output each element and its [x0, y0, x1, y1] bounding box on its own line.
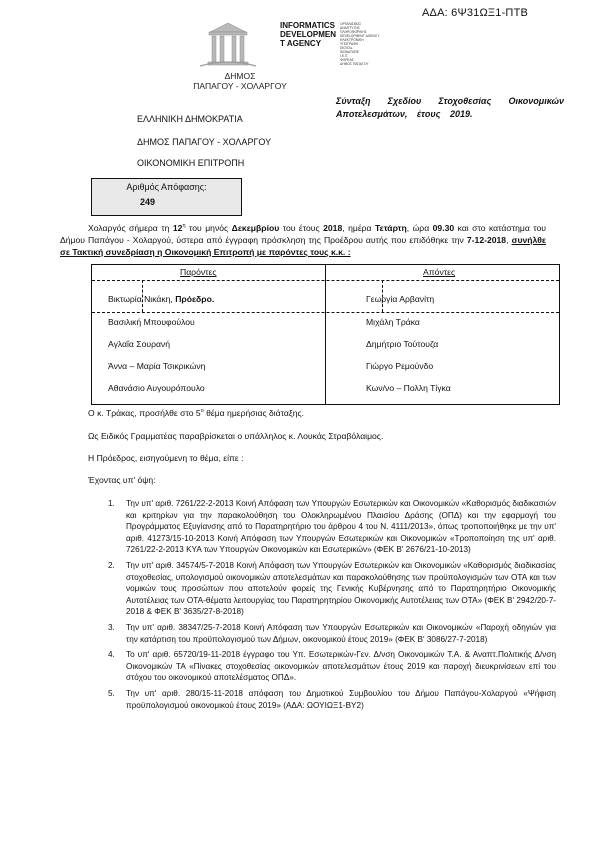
- municipality-name: ΔΗΜΟΣ ΠΑΠΑΓΟΥ - ΧΟΛΑΡΓΟΥ: [193, 71, 287, 91]
- absent-member: Γιώργο Ρεμούνδο: [366, 361, 434, 371]
- decision-number-box: [91, 178, 242, 216]
- present-member: Βικτωρία Νικάκη, Πρόεδρο.: [108, 294, 215, 304]
- decision-label: Αριθμός Απόφασης:: [126, 182, 207, 192]
- arrival-note: Ο κ. Τράκας, προσήλθε στο $5^o$ θέμα ημερήσιας διάταξης.: [88, 408, 305, 418]
- present-member: Αγλαΐα Σουρανή: [108, 339, 170, 349]
- list-item: 3. Την υπ' αριθ. 38347/25-7-2018 Κοινή Απόφαση των Υπουργών Εσωτερικών και Οικονομικών «Παροχή οδηγιών για την κατάρτιση του προϋπολογισμού των Δήμων, οικονομικού έτους 2019» (ΦΕΚ Β' 3086/27-7-2018): [108, 622, 556, 644]
- list-item: 5. Την υπ' αριθ. 280/15-11-2018 απόφαση του Δημοτικού Συμβουλίου του Δήμου Παπάγου-Χολαργού «Ψήφιση προϋπολογισμού οικονομικού έτους 2019» (ΑΔΑ: ΩΟΥΙΩΞ1-ΒΥ2): [108, 688, 556, 710]
- list-item: 4. Το υπ' αριθ. 65720/19-11-2018 έγγραφο του Υπ. Εσωτερικών-Γεν. Δ/νση Οικονομικών Τ.Α. & Αναπτ.Πολιτικής Δ/νση Οικονομικών ΤΑ «Πίνακες στοχοθεσίας οικονομικών αποτελεσμάτων έτους 2019 και παροχή διευκρινίσεων επί του στόχου του οικονομικού αποτελέσματος ΟΠΔ».: [108, 650, 556, 683]
- absent-member: Γεωργία Αρβανίτη: [366, 294, 435, 304]
- list-item: 1. Την υπ' αριθ. 7261/22-2-2013 Κοινή Απόφαση των Υπουργών Εσωτερικών και Οικονομικών «Καθορισμός διαδικασιών και κριτηρίων για την παρακολούθηση του Ολοκληρωμένου Πλαισίου Δράσης (ΟΠΔ) και την εφαρμογή του Προγράμματος Εξυγίανσης από το Παρατηρητήριο του άρθρου 4 του Ν. 4111/2013», όπως τροποποιήθηκε με την υπ' αριθ. 41273/15-10-2013 Κοινή Απόφαση των Υπουργών Εσωτερικών και Οικονομικών «Τροποποίηση της υπ' αριθ. 7261/22-2-2013 ΚΥΑ των Υπουργών Οικονομικών και Εσωτερικών» (ΦΕΚ Β' 2676/21-10-2013): [108, 499, 556, 555]
- chair-intro: Η Πρόεδρος, εισηγούμενη το θέμα, είπε :: [88, 453, 244, 463]
- considerations-list: [108, 498, 556, 715]
- present-member: Αθανάσιο Αυγουρόπουλο: [108, 383, 205, 393]
- header-municipality: ΔΗΜΟΣ ΠΑΠΑΓΟΥ - ΧΟΛΑΡΓΟΥ: [137, 137, 272, 147]
- present-member: Άννα – Μαρία Τσικρικώνη: [108, 361, 206, 371]
- municipality-logo: [176, 18, 380, 96]
- present-header: Παρόντες: [180, 267, 217, 277]
- decision-number: 249: [140, 197, 156, 207]
- considering-label: Έχοντας υπ' όψη:: [88, 475, 156, 485]
- absent-member: Μιχάλη Τράκα: [366, 317, 420, 327]
- ada-code: ΑΔΑ: 6Ψ31ΩΞ1-ΠΤΒ: [422, 7, 529, 19]
- absent-member: Δημήτριο Τούτουζα: [366, 339, 439, 349]
- document-subject: Σύνταξη Σχεδίου Στοχοθεσίας Οικονομικών Αποτελεσμάτων, έτους 2019.: [336, 96, 564, 119]
- present-member: Βασιλική Μπουφούλου: [108, 317, 195, 327]
- secretary-note: Ως Ειδικός Γραμματέας παραβρίσκεται ο υπάλληλος κ. Λουκάς Στραβόλαιμος.: [88, 431, 384, 441]
- header-republic: ΕΛΛΗΝΙΚΗ ΔΗΜΟΚΡΑΤΙΑ: [137, 114, 243, 124]
- absent-member: Κων/νο – Πολλη Τίγκα: [366, 383, 451, 393]
- list-item: 2. Την υπ' αριθ. 34574/5-7-2018 Κοινή Απόφαση των Υπουργών Εσωτερικών και Οικονομικών «Καθορισμός διαδικασίας στοχοθεσίας, υπολογισμού οικονομικών αποτελεσμάτων και παρακολούθησης των προϋπολογισμών των ΟΤΑ και των νομικών τους προσώπων που αποτελούν φορείς της Γενικής Κυβέρνησης από το Παρατηρητήριο Οικονομικής Αυτοτέλειας των ΟΤΑ-θέματα λειτουργίας του Παρατηρητηρίου Οικονομικής Αυτοτέλειας των ΟΤΑ» (ΦΕΚ Β' 2942/20-7-2018 & ΦΕΚ Β' 3635/27-8-2018): [108, 560, 556, 617]
- absent-header: Απόντες: [423, 267, 456, 277]
- header-committee: ΟΙΚΟΝΟΜΙΚΗ ΕΠΙΤΡΟΠΗ: [137, 158, 245, 168]
- intro-paragraph: Χολαργός σήμερα τη $12^\eta$ του μηνός Δεκεμβρίου του έτους 2018, ημέρα Τετάρτη, ώρα 09.30 και στο κατάστημα του Δήμου Παπάγου - Χολαργού, ύστερα από έγγραφη πρόσκληση της Προέδρου αυτής που επιδόθηκε την 7-12-2018, συνήλθε σε Τακτική συνεδρίαση η Οικονομική Επιτροπή με παρόντες τους κ.κ. :: [60, 223, 547, 257]
- digital-signature-stamp: ΟΡΓΑΝΙΣΜΟΣ ΑΝΑΠΤΥΞΗΣ ΠΛΗΡΟΦΟΡΙΚΗΣ DEVELOPMENT AGENCY ΗΛΕΚΤΡΟΝΙΚΗ ΥΠΟΓΡΑΦΗ DIGITAL SIGNATURE Ι.Ε.Π. ΦΟΡΕΑΣ ΔΗΜΟΣ ΠΑΠΑΓΟΥ: [340, 22, 380, 66]
- attendance-table: [91, 264, 560, 405]
- informatics-agency-label: INFORMATICS DEVELOPMEN T AGENCY: [280, 21, 337, 48]
